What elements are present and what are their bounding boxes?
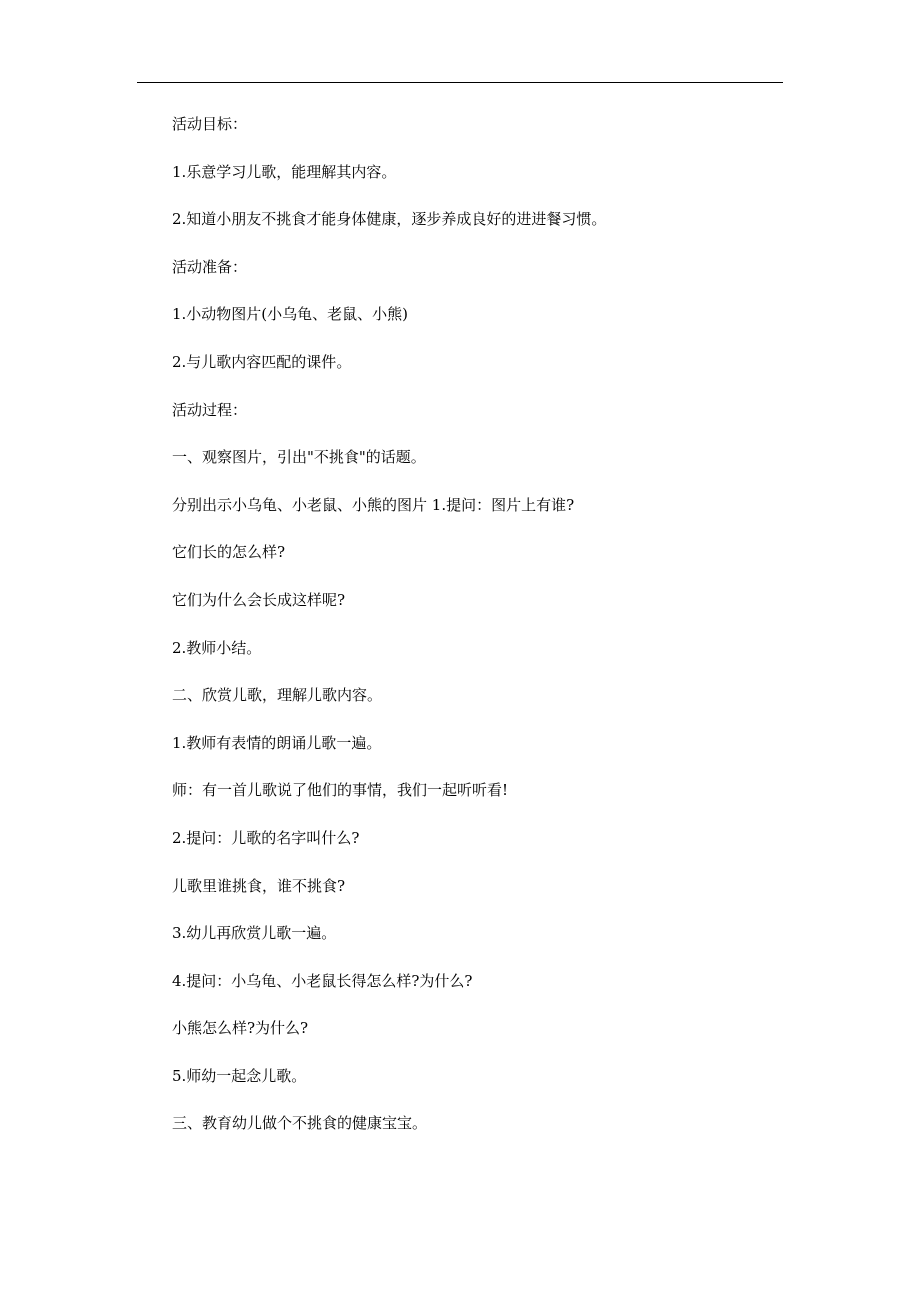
heading-activity-goals: 活动目标： — [172, 115, 248, 133]
heading-activity-process: 活动过程： — [172, 400, 248, 419]
document-body — [172, 110, 772, 1157]
process-section-1: 一、观察图片，引出"不挑食"的话题。 — [172, 448, 426, 467]
process-section-2: 二、欣赏儿歌，理解儿歌内容。 — [172, 686, 383, 705]
process-paragraph: 5.师幼一起念儿歌。 — [172, 1066, 307, 1085]
process-paragraph: 师：有一首儿歌说了他们的事情，我们一起听听看! — [172, 781, 509, 800]
process-paragraph: 它们为什么会长成这样呢? — [172, 590, 346, 609]
process-section-3: 三、教育幼儿做个不挑食的健康宝宝。 — [172, 1114, 428, 1133]
process-paragraph: 小熊怎么样?为什么? — [172, 1019, 309, 1038]
process-paragraph: 它们长的怎么样? — [172, 543, 286, 562]
goal-item-1: 1.乐意学习儿歌，能理解其内容。 — [172, 162, 397, 181]
heading-activity-preparation: 活动准备： — [172, 257, 248, 276]
process-paragraph: 3.幼儿再欣赏儿歌一遍。 — [172, 924, 337, 943]
goal-item-2: 2.知道小朋友不挑食才能身体健康，逐步养成良好的进进餐习惯。 — [172, 210, 607, 229]
process-paragraph: 2.提问：儿歌的名字叫什么? — [172, 828, 360, 847]
preparation-item-1: 1.小动物图片(小乌龟、老鼠、小熊) — [172, 305, 409, 324]
process-paragraph: 1.教师有表情的朗诵儿歌一遍。 — [172, 733, 382, 752]
header-rule — [137, 82, 783, 83]
process-paragraph: 2.教师小结。 — [172, 638, 262, 657]
process-paragraph: 儿歌里谁挑食，谁不挑食? — [172, 876, 346, 895]
preparation-item-2: 2.与儿歌内容匹配的课件。 — [172, 352, 352, 371]
process-paragraph: 分别出示小乌龟、小老鼠、小熊的图片 1.提问：图片上有谁? — [172, 495, 575, 514]
process-paragraph: 4.提问：小乌龟、小老鼠长得怎么样?为什么? — [172, 971, 473, 990]
